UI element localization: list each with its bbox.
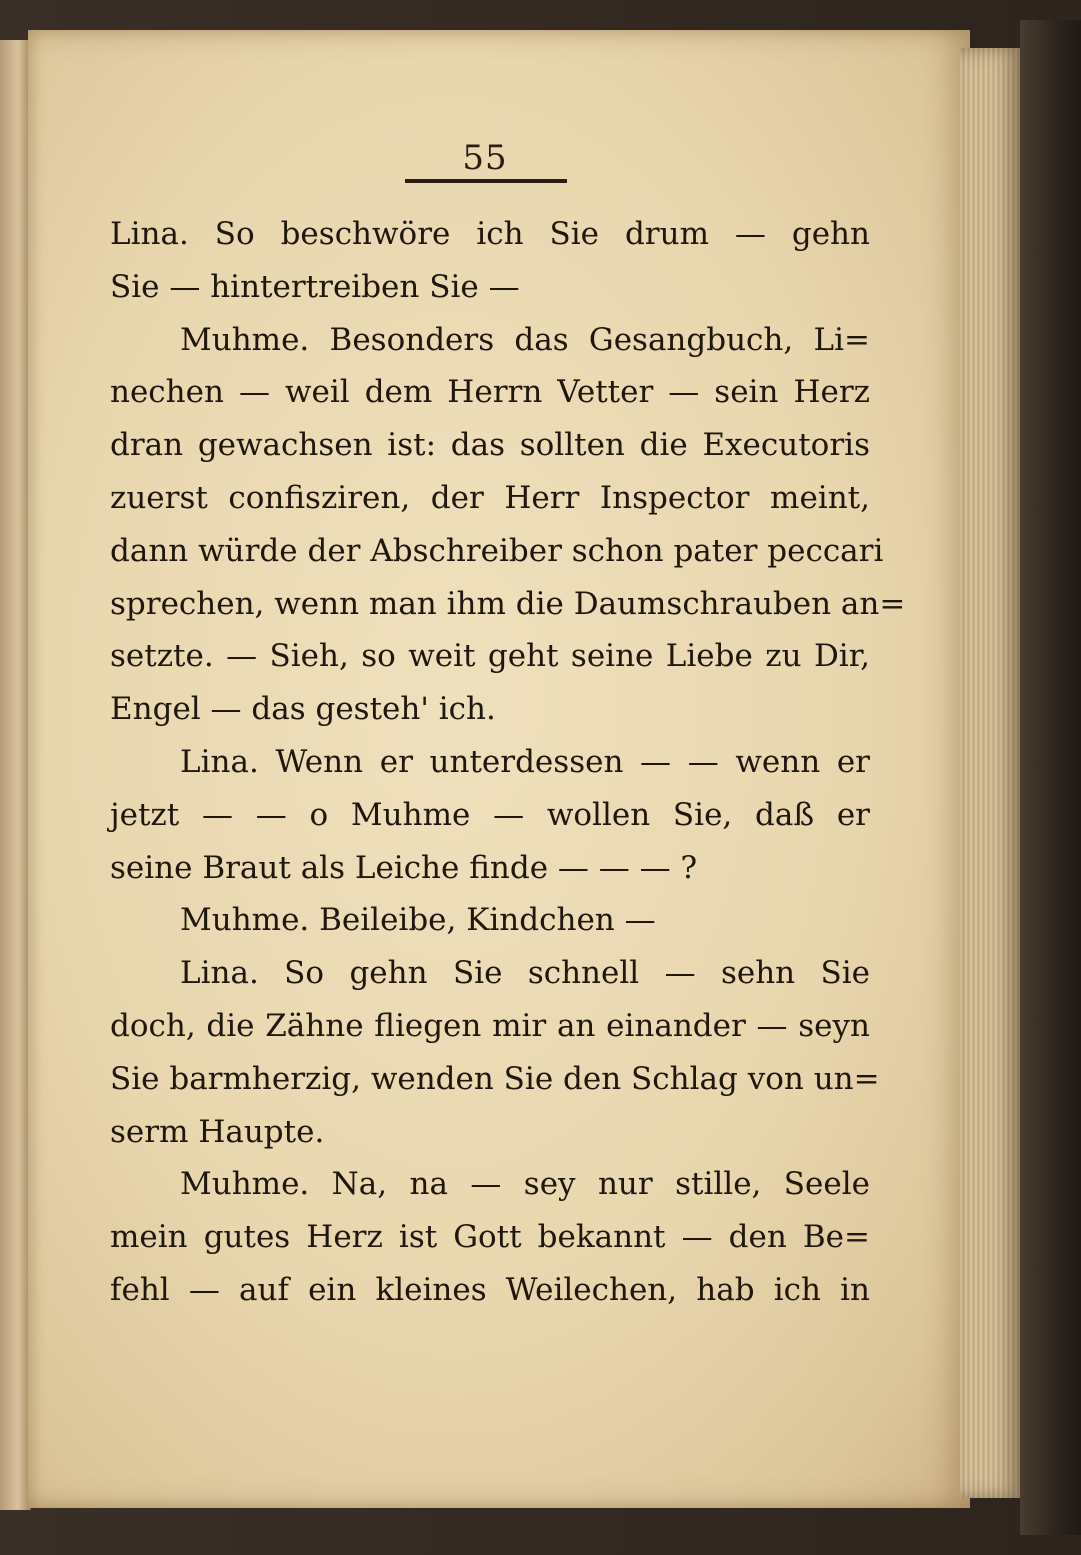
text-line: Muhme. Besonders das Gesangbuch, Li=: [180, 321, 870, 358]
text-line: nechen — weil dem Herrn Vetter — sein Herz: [110, 374, 870, 411]
text-line: Lina. So gehn Sie schnell — sehn Sie: [180, 955, 870, 992]
text-line: serm Haupte.: [110, 1113, 325, 1150]
page-block-edges: [960, 48, 1020, 1498]
text-line: jetzt — — o Muhme — wollen Sie, daß er: [110, 796, 870, 833]
body-text: [110, 208, 906, 1317]
header-rule: [405, 179, 567, 183]
text-line: doch, die Zähne fliegen mir an einander — seyn: [110, 1007, 870, 1044]
text-line: Muhme. Na, na — sey nur stille, Seele: [180, 1166, 870, 1203]
text-line: Lina. Wenn er unterdessen — — wenn er: [180, 743, 870, 780]
text-line: zuerst confisziren, der Herr Inspector meint,: [110, 479, 870, 516]
text-line: Lina. So beschwöre ich Sie drum — gehn: [110, 216, 870, 252]
text-line: Sie barmherzig, wenden Sie den Schlag von un=: [110, 1060, 880, 1097]
text-line: dann würde der Abschreiber schon pater peccari: [110, 532, 884, 569]
text-line: setzte. — Sieh, so weit geht seine Liebe zu Dir,: [110, 638, 870, 675]
text-line: seine Braut als Leiche finde — — — ?: [110, 849, 698, 886]
page-number: 55: [462, 138, 508, 178]
text-line: fehl — auf ein kleines Weilechen, hab ich in: [110, 1271, 870, 1308]
text-line: Sie — hintertreiben Sie —: [110, 268, 520, 305]
text-line: dran gewachsen ist: das sollten die Executoris: [110, 427, 870, 464]
text-line: Engel — das gesteh' ich.: [110, 691, 496, 728]
text-line: mein gutes Herz ist Gott bekannt — den Be=: [110, 1219, 870, 1256]
text-line: Muhme. Beileibe, Kindchen —: [180, 902, 656, 939]
previous-page-edge: [0, 40, 31, 1510]
text-line: sprechen, wenn man ihm die Daumschrauben an=: [110, 585, 906, 622]
book-cover: [1020, 20, 1081, 1535]
